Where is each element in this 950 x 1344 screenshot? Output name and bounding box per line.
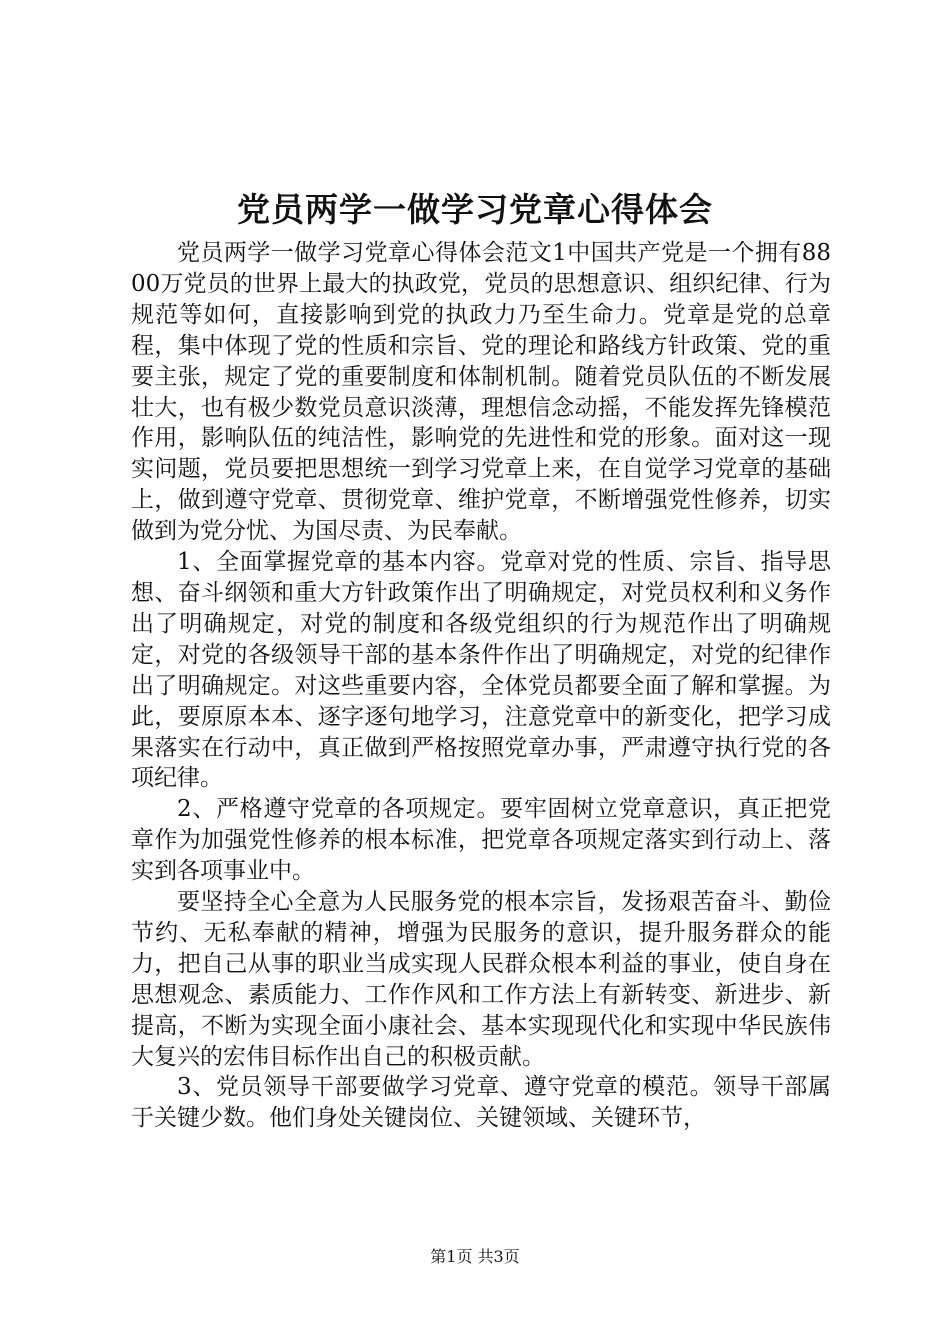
paragraph-service: 要坚持全心全意为人民服务党的根本宗旨，发扬艰苦奋斗、勤俭节约、无私奉献的精神，增强为民服务的意识，提升服务群众的能力，把自己从事的职业当成实现人民群众根本利益的事业，使自身在思想观念、素质能力、工作作风和工作方法上有新转变、新进步、新提高，不断为实现全面小康社会、基本实现现代化和实现中华民族伟大复兴的宏伟目标作出自己的积极贡献。	[131, 889, 831, 1070]
paragraph-point-2: 2、严格遵守党章的各项规定。要牢固树立党章意识，真正把党章作为加强党性修养的根本标准，把党章各项规定落实到行动上、落实到各项事业中。	[131, 796, 831, 885]
page-number-footer: 第1页 共3页	[430, 1247, 520, 1266]
paragraph-point-3: 3、党员领导干部要做学习党章、遵守党章的模范。领导干部属于关键少数。他们身处关键岗位、关键领域、关键环节，	[131, 1074, 831, 1132]
document-body	[131, 238, 831, 1134]
paragraph-intro: 党员两学一做学习党章心得体会范文1中国共产党是一个拥有8800万党员的世界上最大的执政党，党员的思想意识、组织纪律、行为规范等如何，直接影响到党的执政力乃至生命力。党章是党的总章程，集中体现了党的性质和宗旨、党的理论和路线方针政策、党的重要主张，规定了党的重要制度和体制机制。随着党员队伍的不断发展壮大，也有极少数党员意识淡薄，理想信念动摇，不能发挥先锋模范作用，影响队伍的纯洁性，影响党的先进性和党的形象。面对这一现实问题，党员要把思想统一到学习党章上来，在自觉学习党章的基础上，做到遵守党章、贯彻党章、维护党章，不断增强党性修养，切实做到为党分忧、为国尽责、为民奉献。	[131, 240, 831, 545]
document-title: 党员两学一做学习党章心得体会	[237, 190, 713, 229]
paragraph-point-1: 1、全面掌握党章的基本内容。党章对党的性质、宗旨、指导思想、奋斗纲领和重大方针政策作出了明确规定，对党员权利和义务作出了明确规定，对党的制度和各级党组织的行为规范作出了明确规定，对党的各级领导干部的基本条件作出了明确规定，对党的纪律作出了明确规定。对这些重要内容，全体党员都要全面了解和掌握。为此，要原原本本、逐字逐句地学习，注意党章中的新变化，把学习成果落实在行动中，真正做到严格按照党章办事，严肃遵守执行党的各项纪律。	[131, 549, 831, 792]
